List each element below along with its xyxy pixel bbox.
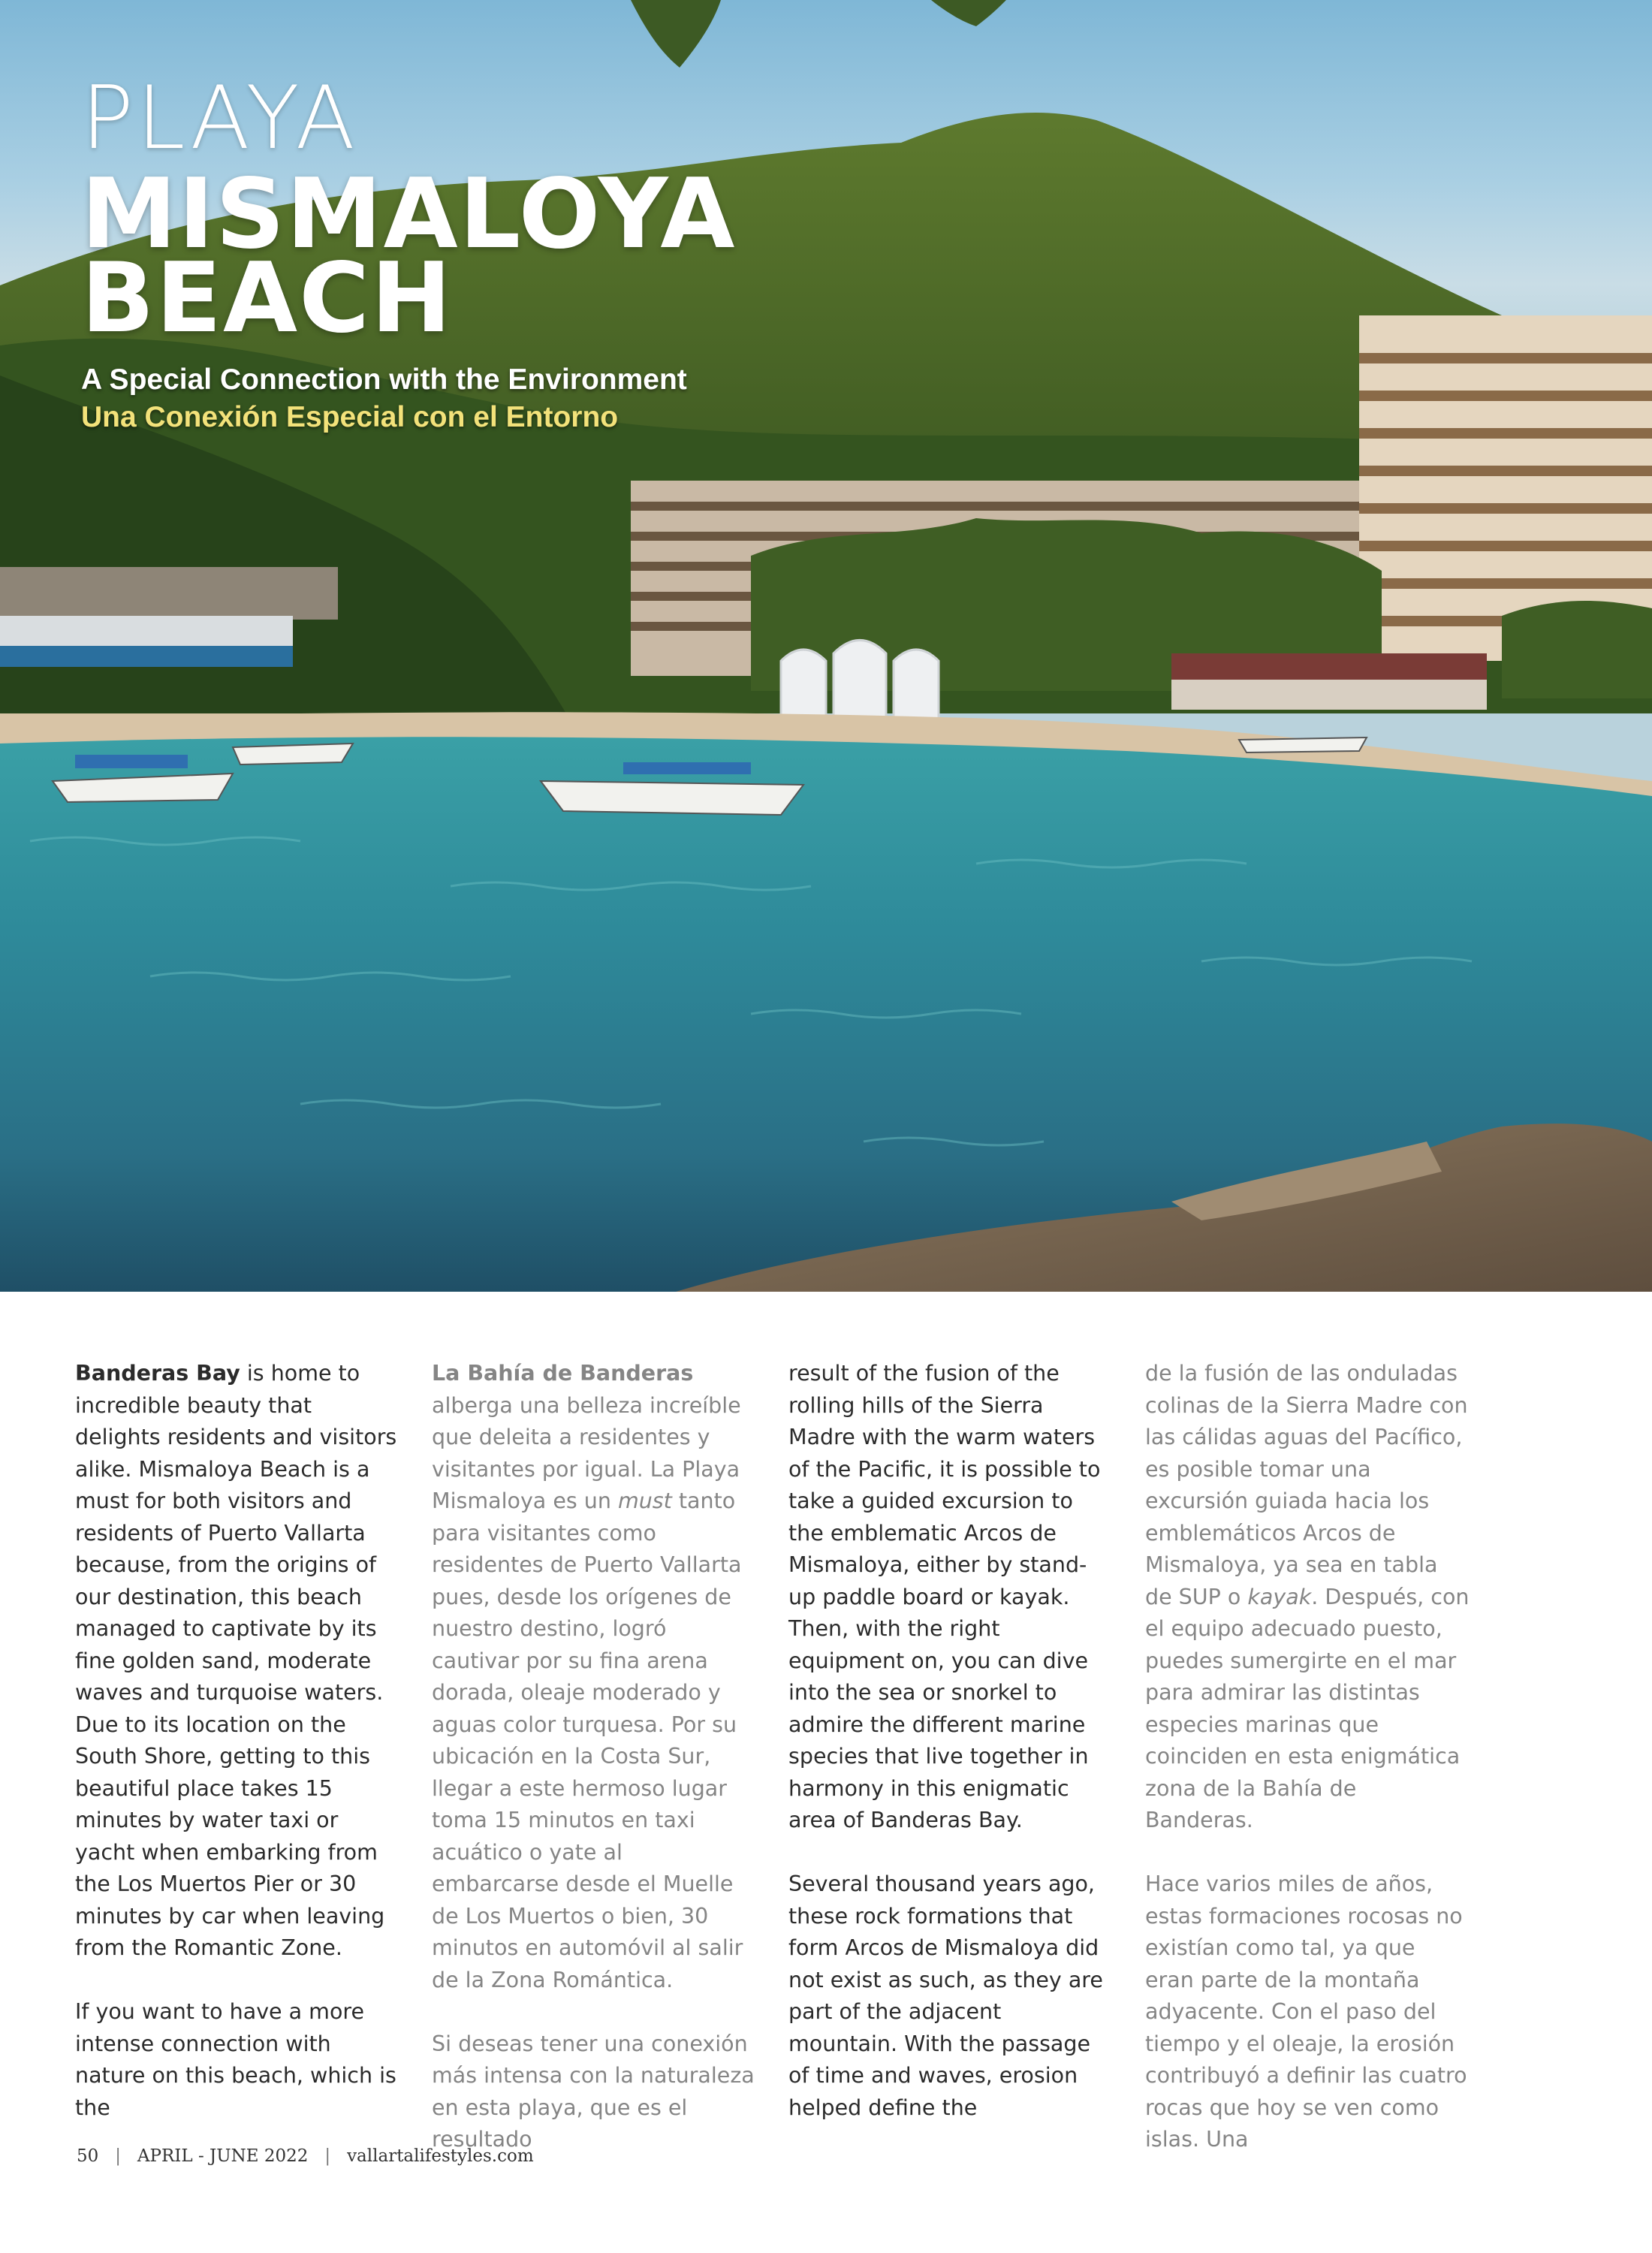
emphasis: must [617,1488,672,1513]
paragraph: Si deseas tener una conexión más intensa con la naturaleza en esta playa, que es el resultado [432,2031,755,2152]
paragraph: Hace varios miles de años, estas formaciones rocosas no existían como tal, ya que eran parte de la montaña adyacente. Con el paso del tiempo y el oleaje, la erosión contribuyó a definir las cuatro rocas que hoy se ven como islas. Una [1145,1871,1467,2152]
paragraph-text: alberga una belleza increíble que deleita a residentes y visitantes por igual. La Playa Mismaloya es un [432,1392,741,1513]
footer-separator: | [324,2146,331,2166]
title-line-1: MISMALOYA [81,158,737,270]
issue-date: APRIL - JUNE 2022 [137,2146,309,2166]
title-block [81,68,737,434]
paragraph [432,1358,756,1996]
paragraph: Several thousand years ago, these rock formations that form Arcos de Mismaloya did not exist as such, as they are part of the adjacent mountain. With the passage of time and waves, erosion helped define the [788,1871,1103,2120]
column-spanish-2 [1145,1358,1470,2188]
column-spanish-1 [432,1358,756,2188]
paragraph: result of the fusion of the rolling hills of the Sierra Madre with the warm waters of the Pacific, it is possible to take a guided excursion to the emblematic Arcos de Mismaloya, either by stand-up paddle board or kayak. Then, with the right equipment on, you can dive into the sea or snorkel to admire the different marine species that live together in harmony in this enigmatic area of Banderas Bay. [788,1361,1101,1832]
title-line-2: BEACH [81,243,454,354]
page-footer [77,2146,534,2166]
title-main [81,158,737,354]
paragraph-text: de la fusión de las onduladas colinas de la Sierra Madre con las cálidas aguas del Pacífico, es posible tomar una excursión guiada hacia los emblemáticos Arcos de Mismaloya, ya sea en tabla de SUP o [1145,1361,1468,1609]
paragraph: If you want to have a more intense connection with nature on this beach, which is the [75,1999,396,2120]
paragraph-text: tanto para visitantes como residentes de Puerto Vallarta pues, desde los orígenes de nuestro destino, logró cautivar por su fina arena dorada, oleaje moderado y aguas color turquesa. Por su ubicación en la Costa Sur, llegar a este hermoso lugar toma 15 minutos en taxi acuático o yate al embarcarse desde el Muelle de Los Muertos o bien, 30 minutos en automóvil al salir de la Zona Romántica. [432,1488,743,1992]
column-english-1 [75,1358,399,2156]
paragraph-text: is home to incredible beauty that delights residents and visitors alike. Mismaloya Beach is a must for both visitors and residents of Puerto Vallarta because, from the origins of our destination, this beach managed to captivate by its fine golden sand, moderate waves and turquoise waters. Due to its location on the South Shore, getting to this beautiful place takes 15 minutes by water taxi or yacht when embarking from the Los Muertos Pier or 30 minutes by car when leaving from the Romantic Zone. [75,1361,397,1960]
paragraph-text: . Después, con el equipo adecuado puesto, puedes sumergirte en el mar para admirar las distintas especies marinas que coinciden en esta enigmática zona de la Bahía de Banderas. [1145,1584,1470,1832]
lead-in: La Bahía de Banderas [432,1361,694,1386]
paragraph [75,1358,399,1965]
footer-separator: | [115,2146,121,2166]
subtitle-spanish: Una Conexión Especial con el Entorno [81,401,619,433]
paragraph [1145,1358,1470,1837]
title-small: PLAYA [81,68,358,169]
emphasis: kayak [1247,1584,1312,1609]
article-body [75,1358,1577,2152]
subtitle-english: A Special Connection with the Environment [81,363,687,396]
page-number: 50 [77,2146,99,2166]
lead-in: Banderas Bay [75,1361,240,1386]
website-link[interactable]: vallartalifestyles.com [347,2146,534,2166]
column-english-2 [788,1358,1113,2156]
